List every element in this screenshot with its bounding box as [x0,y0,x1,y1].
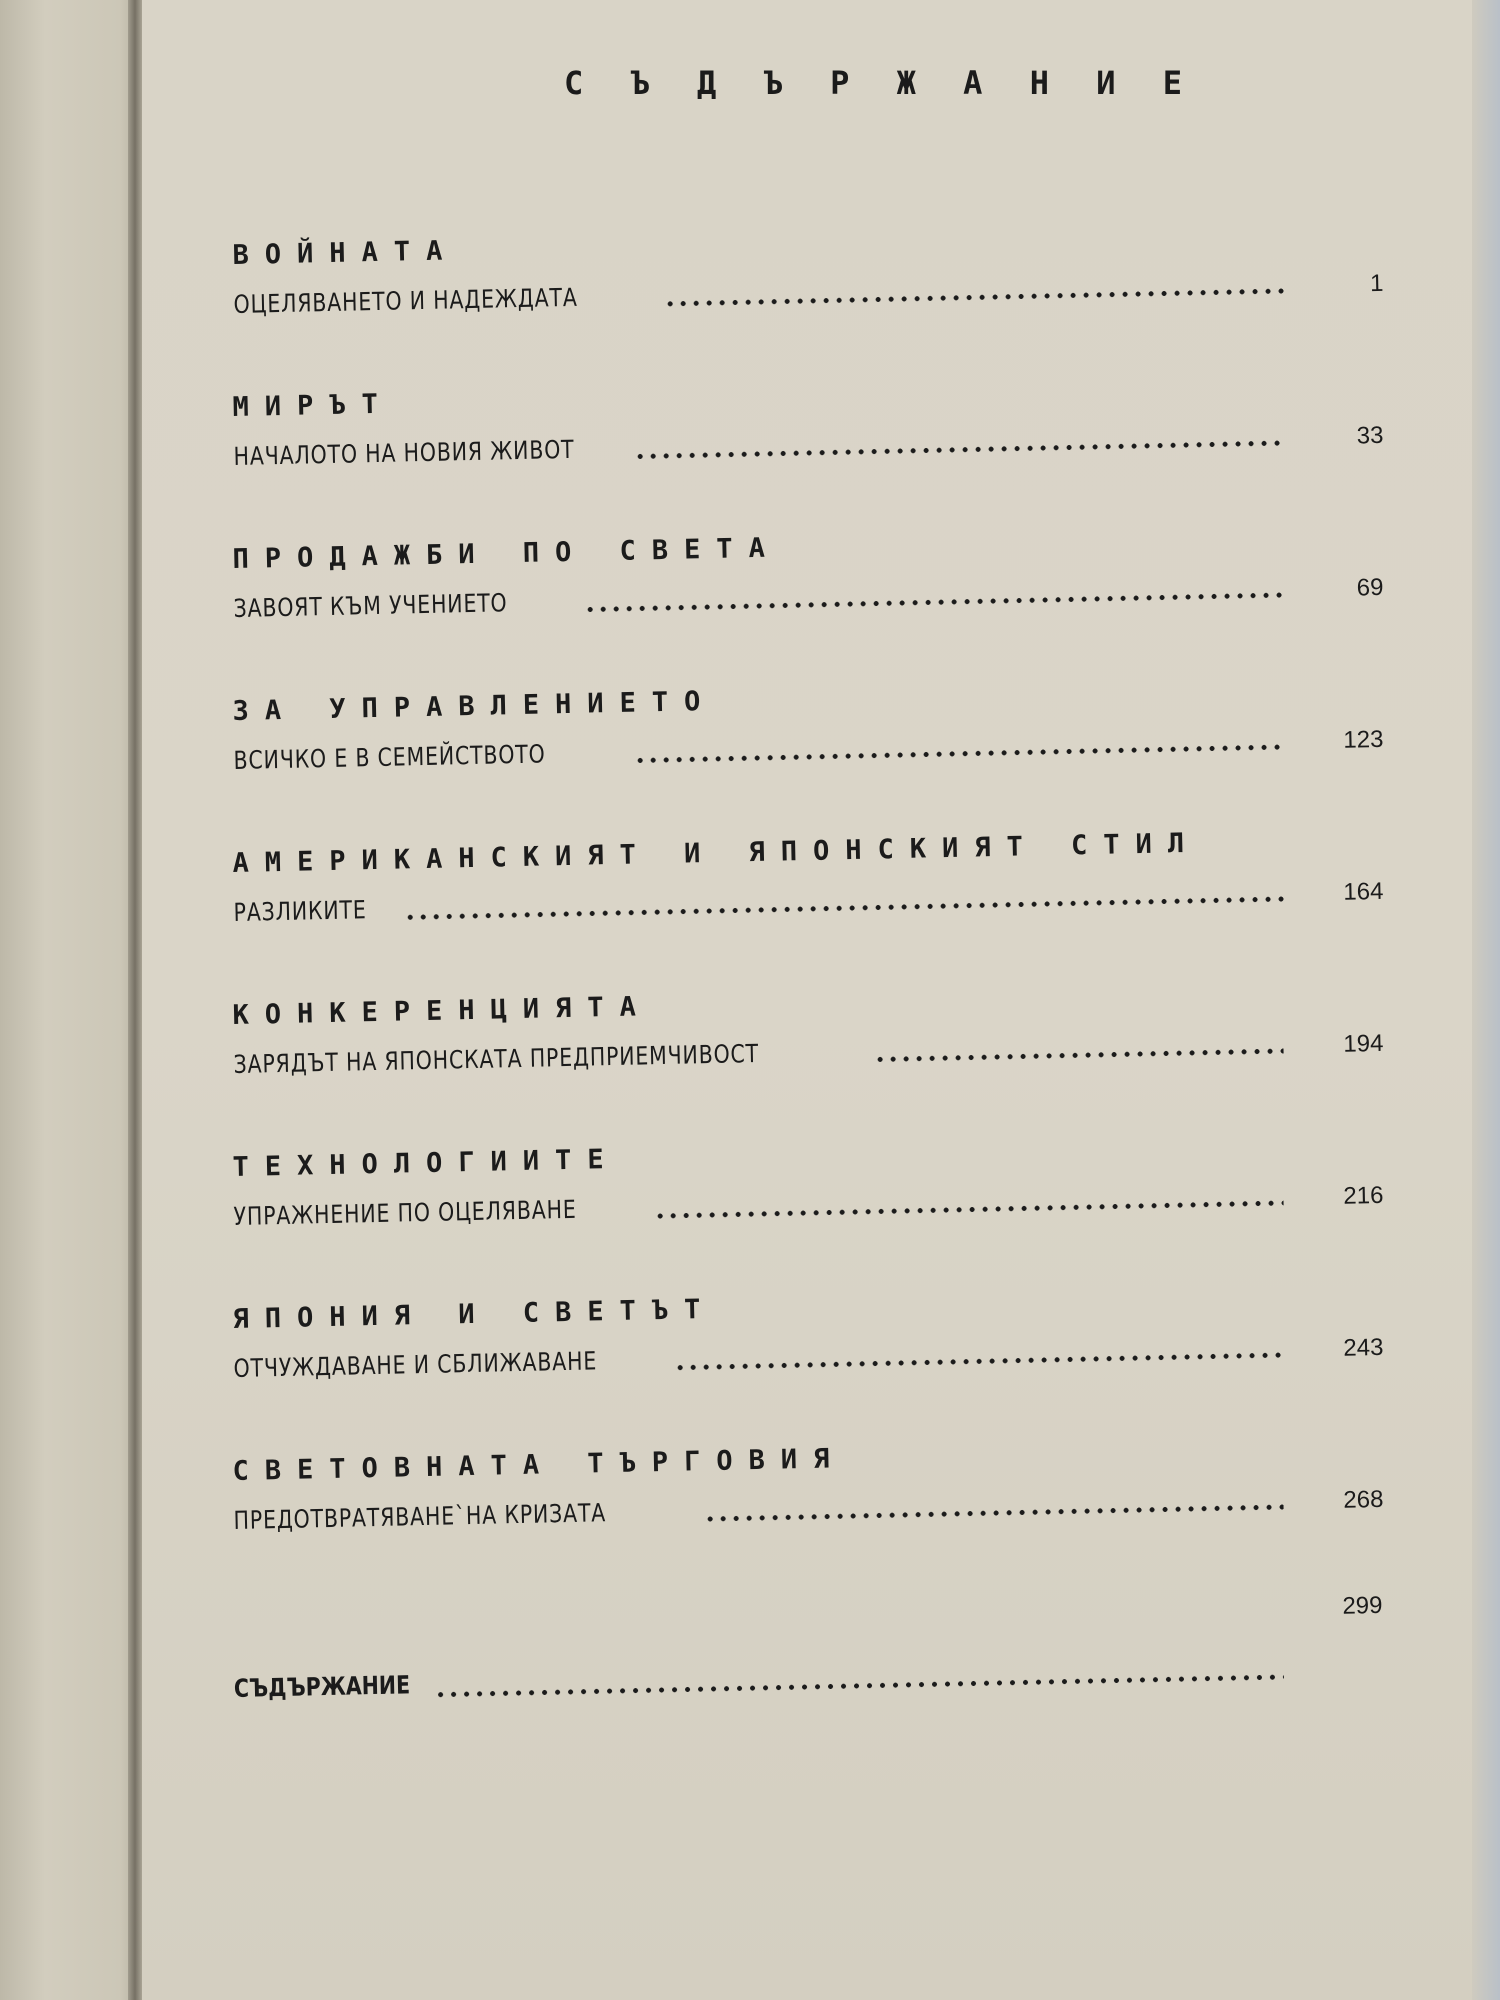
dot-leader [674,1352,1284,1371]
page-edge [1472,0,1500,2000]
chapter-subtitle: РАЗЛИКИТЕ [233,895,367,927]
toc-entry [232,356,1385,532]
dot-leader [874,1048,1284,1063]
toc-entry [232,508,1385,684]
book-spine-shadow [128,0,142,2000]
chapter-subtitle: ПРЕДОТВРАТЯВАНЕ`НА КРИЗАТА [233,1498,607,1535]
table-of-contents [232,228,1382,1748]
page-number: 243 [1343,1333,1384,1362]
toc-entry [232,660,1385,836]
toc-entry [232,1116,1385,1292]
page-number: 194 [1343,1029,1384,1058]
page-number: 123 [1343,725,1384,754]
chapter-title: ЯПОНИЯ И СВЕТЪТ [232,1293,717,1335]
chapter-title: ТЕХНОЛОГИИТЕ [232,1143,620,1183]
chapter-subtitle: ВСИЧКО Е В СЕМЕЙСТВОТО [233,739,546,775]
toc-entry [232,1268,1385,1444]
dot-leader [434,1674,1284,1698]
chapter-subtitle: УПРАЖНЕНИЕ ПО ОЦЕЛЯВАНЕ [233,1194,577,1231]
dot-leader [404,896,1284,920]
chapter-title: КОНКЕРЕНЦИЯТА [232,991,653,1031]
toc-entry [232,812,1385,988]
toc-entry [232,964,1385,1140]
chapter-subtitle: НАЧАЛОТО НА НОВИЯ ЖИВОТ [233,434,575,471]
toc-entry [232,204,1385,380]
page-number: 69 [1356,573,1384,602]
chapter-subtitle: ЗАРЯДЪТ НА ЯПОНСКАТА ПРЕДПРИЕМЧИВОСТ [233,1038,760,1079]
dot-leader [584,592,1284,613]
toc-entry [232,1420,1385,1596]
page-number: 268 [1343,1485,1384,1514]
dot-leader [634,440,1284,460]
chapter-title: СЪДЪРЖАНИЕ [233,1670,411,1703]
chapter-title: АМЕРИКАНСКИЯТ И ЯПОНСКИЯТ СТИЛ [232,827,1201,879]
chapter-title: СВЕТОВНАТА ТЪРГОВИЯ [232,1443,846,1487]
dot-leader [704,1504,1284,1522]
page-number: 216 [1343,1181,1384,1210]
page-number: 1 [1369,269,1384,298]
chapter-subtitle: ОТЧУЖДАВАНЕ И СБЛИЖАВАНЕ [233,1346,598,1383]
chapter-subtitle: ОЦЕЛЯВАНЕТО И НАДЕЖДАТА [233,282,578,319]
dot-leader [664,288,1284,307]
chapter-title: ПРОДАЖБИ ПО СВЕТА [232,532,782,575]
chapter-title: ЗА УПРАВЛЕНИЕТО [232,685,717,727]
page-number: 33 [1356,421,1384,450]
page-number: 164 [1343,877,1384,906]
toc-entry [232,1572,1385,1748]
chapter-title: ВОЙНАТА [232,235,459,271]
chapter-title: МИРЪТ [232,388,395,423]
dot-leader [654,1200,1284,1219]
chapter-subtitle: ЗАВОЯТ КЪМ УЧЕНИЕТО [233,588,508,623]
dot-leader [634,744,1284,764]
page-number: 299 [1342,1591,1383,1620]
page-title: С Ъ Д Ъ Р Ж А Н И Е [563,64,1197,102]
